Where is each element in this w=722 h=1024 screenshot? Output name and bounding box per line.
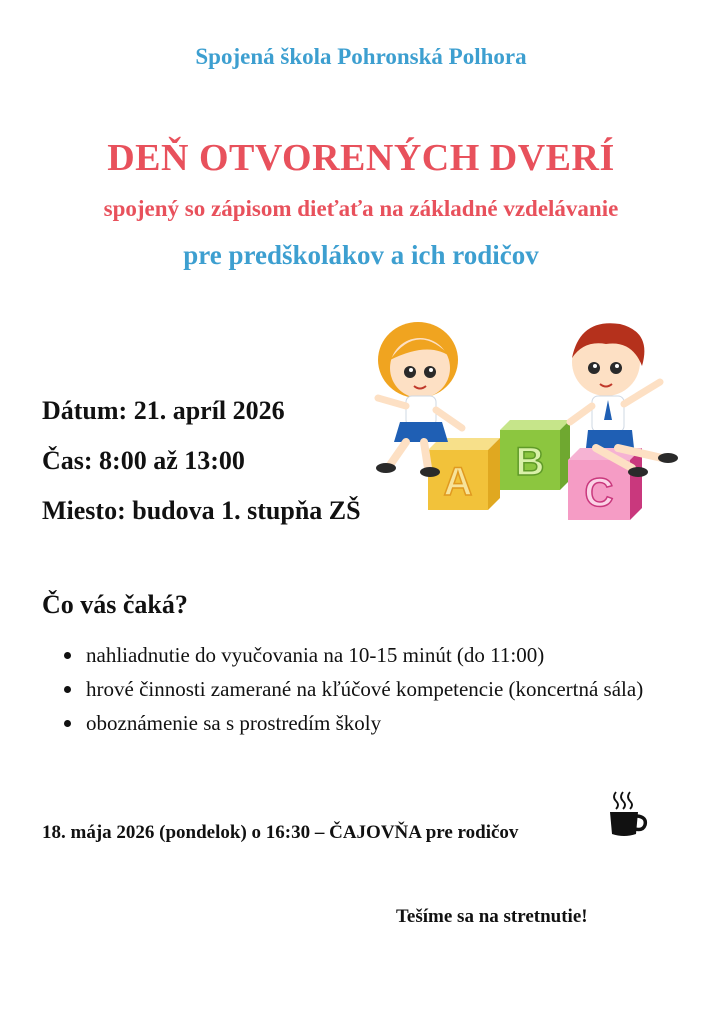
list-item: hrové činnosti zamerané na kľúčové kompetencie (koncertná sála) <box>60 674 660 704</box>
block-letter-c: C <box>584 471 614 515</box>
tea-event-line: 18. mája 2026 (pondelok) o 16:30 – ČAJOVŇA pre rodičov <box>42 822 519 843</box>
school-name: Spojená škola Pohronská Polhora <box>195 44 527 69</box>
block-c <box>568 448 642 520</box>
event-date: Dátum: 21. apríl 2026 <box>42 396 285 425</box>
block-letter-a: A <box>443 460 473 504</box>
program-list <box>60 640 660 742</box>
tea-cup-icon <box>608 790 648 838</box>
event-place: Miesto: budova 1. stupňa ZŠ <box>42 496 361 525</box>
list-item: nahliadnutie do vyučovania na 10-15 minút (do 11:00) <box>60 640 660 670</box>
block-letter-b: B <box>515 440 545 484</box>
closing-message: Tešíme sa na stretnutie! <box>396 906 588 927</box>
block-b <box>500 420 570 490</box>
list-item: oboznámenie sa s prostredím školy <box>60 708 660 738</box>
page-subtitle: spojený so zápisom dieťaťa na základné vzdelávanie <box>103 196 619 221</box>
audience-line: pre predškolákov a ich rodičov <box>183 240 539 270</box>
children-abc-blocks-illustration <box>370 310 690 525</box>
program-heading: Čo vás čaká? <box>42 590 188 619</box>
event-time: Čas: 8:00 až 13:00 <box>42 446 245 475</box>
page-title: DEŇ OTVORENÝCH DVERÍ <box>107 137 615 179</box>
